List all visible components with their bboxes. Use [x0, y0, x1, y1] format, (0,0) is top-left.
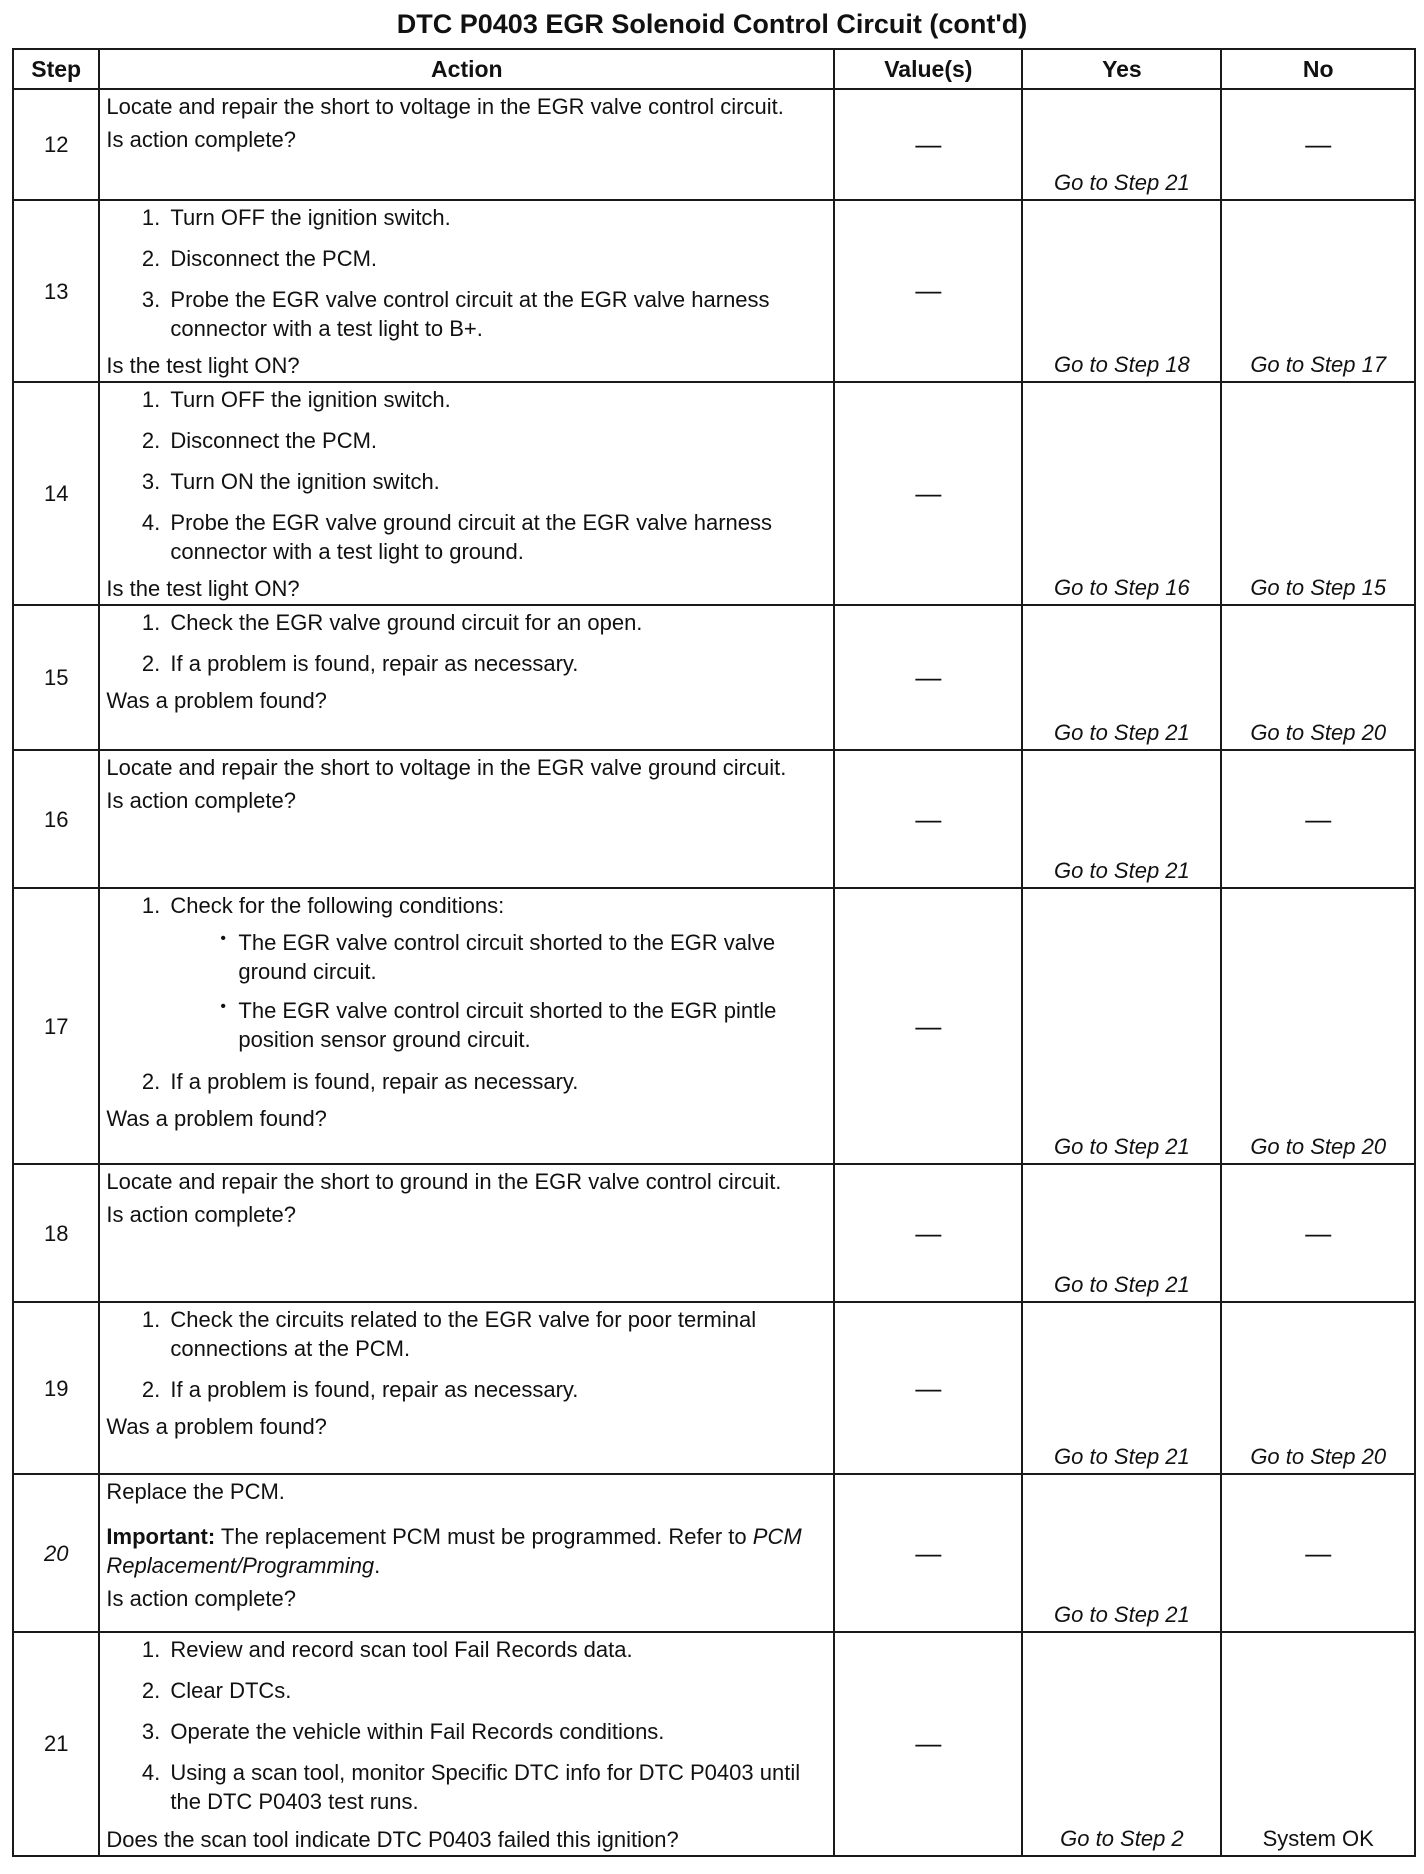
action-text: Replace the PCM. — [106, 1479, 285, 1505]
page-title: DTC P0403 EGR Solenoid Control Circuit (cont'd) — [396, 9, 1028, 39]
no-cell: — — [1221, 89, 1415, 200]
list-item: 3. Operate the vehicle within Fail Records conditions. — [166, 1717, 827, 1746]
action-cell — [99, 750, 834, 888]
yes-cell: Go to Step 21 — [1022, 888, 1221, 1164]
action-question: Was a problem found? — [106, 1105, 327, 1131]
important-label: Important: — [106, 1524, 216, 1550]
value-cell: — — [834, 605, 1022, 750]
action-cell — [99, 382, 834, 605]
action-cell — [99, 1632, 834, 1855]
table-row — [13, 200, 1415, 382]
action-cell — [99, 89, 834, 200]
step-number: 14 — [13, 382, 99, 605]
list-item-text: Check for the following conditions: — [170, 893, 505, 919]
list-item: 2. Disconnect the PCM. — [166, 244, 827, 273]
no-cell: Go to Step 15 — [1221, 382, 1415, 605]
important-text: The replacement PCM must be programmed. Refer to — [220, 1524, 747, 1550]
list-item: 3. Probe the EGR valve control circuit at the EGR valve harness connector with a test light to B+. — [166, 285, 827, 343]
table-row — [13, 888, 1415, 1164]
action-list — [106, 1635, 827, 1816]
important-reference: PCM Replacement/Programming — [106, 1524, 802, 1579]
value-cell: — — [834, 888, 1022, 1164]
no-cell: Go to Step 20 — [1221, 888, 1415, 1164]
step-number: 13 — [13, 200, 99, 382]
yes-cell: Go to Step 21 — [1022, 89, 1221, 200]
action-cell — [99, 1474, 834, 1632]
value-cell: — — [834, 1302, 1022, 1474]
step-number: 17 — [13, 888, 99, 1164]
list-item: 3. Turn ON the ignition switch. — [166, 467, 827, 496]
list-item: 1. Turn OFF the ignition switch. — [166, 385, 827, 414]
list-item: 2. Clear DTCs. — [166, 1676, 827, 1705]
list-item: 1. Check the EGR valve ground circuit for an open. — [166, 608, 827, 637]
value-cell: — — [834, 89, 1022, 200]
yes-cell: Go to Step 21 — [1022, 1302, 1221, 1474]
bullet-item: • The EGR valve control circuit shorted to the EGR pintle position sensor ground circuit. — [220, 996, 827, 1054]
table-row — [13, 1474, 1415, 1632]
header-action: Action — [99, 49, 834, 89]
action-cell — [99, 200, 834, 382]
value-cell: — — [834, 750, 1022, 888]
yes-cell: Go to Step 21 — [1022, 605, 1221, 750]
list-item: 2. If a problem is found, repair as necessary. — [166, 1067, 827, 1096]
list-item: 4. Using a scan tool, monitor Specific DTC info for DTC P0403 until the DTC P0403 test runs. — [166, 1758, 827, 1816]
yes-cell: Go to Step 18 — [1022, 200, 1221, 382]
action-list — [106, 608, 827, 678]
important-end: . — [374, 1553, 381, 1579]
header-step: Step — [13, 49, 99, 89]
step-number: 20 — [13, 1474, 99, 1632]
list-item: 1. Turn OFF the ignition switch. — [166, 203, 827, 232]
action-question: Is the test light ON? — [106, 353, 300, 379]
action-text: Locate and repair the short to voltage in the EGR valve ground circuit. — [106, 755, 787, 781]
value-cell: — — [834, 1632, 1022, 1855]
list-item: 1. Review and record scan tool Fail Records data. — [166, 1635, 827, 1664]
action-list — [106, 203, 827, 343]
step-number: 12 — [13, 89, 99, 200]
header-yes: Yes — [1022, 49, 1221, 89]
action-cell — [99, 1302, 834, 1474]
header-row — [13, 49, 1415, 89]
value-cell: — — [834, 382, 1022, 605]
action-question: Is action complete? — [106, 788, 296, 814]
action-cell — [99, 1164, 834, 1302]
step-number: 19 — [13, 1302, 99, 1474]
step-number: 16 — [13, 750, 99, 888]
table-row — [13, 605, 1415, 750]
action-question: Is the test light ON? — [106, 576, 300, 602]
action-list — [106, 385, 827, 566]
important-note — [106, 1522, 827, 1580]
value-cell: — — [834, 200, 1022, 382]
table-row — [13, 382, 1415, 605]
list-item: 2. Disconnect the PCM. — [166, 426, 827, 455]
list-item: 1. Check the circuits related to the EGR valve for poor terminal connections at the PCM. — [166, 1305, 827, 1363]
header-no: No — [1221, 49, 1415, 89]
table-row — [13, 1164, 1415, 1302]
yes-cell: Go to Step 21 — [1022, 1474, 1221, 1632]
list-item: 2. If a problem is found, repair as necessary. — [166, 649, 827, 678]
action-list — [106, 891, 827, 1095]
value-cell: — — [834, 1164, 1022, 1302]
action-question: Is action complete? — [106, 1202, 296, 1228]
bullet-list — [170, 928, 827, 1054]
table-row — [13, 750, 1415, 888]
no-cell: Go to Step 20 — [1221, 1302, 1415, 1474]
action-text: Locate and repair the short to ground in the EGR valve control circuit. — [106, 1169, 782, 1195]
table-row — [13, 1632, 1415, 1855]
step-number: 21 — [13, 1632, 99, 1855]
action-question: Does the scan tool indicate DTC P0403 failed this ignition? — [106, 1826, 679, 1852]
value-cell: — — [834, 1474, 1022, 1632]
yes-cell: Go to Step 21 — [1022, 750, 1221, 888]
table-row — [13, 1302, 1415, 1474]
step-number: 18 — [13, 1164, 99, 1302]
list-item: 4. Probe the EGR valve ground circuit at the EGR valve harness connector with a test light to ground. — [166, 508, 827, 566]
yes-cell: Go to Step 2 — [1022, 1632, 1221, 1855]
action-question: Was a problem found? — [106, 1414, 327, 1440]
action-list — [106, 1305, 827, 1404]
bullet-item: • The EGR valve control circuit shorted to the EGR valve ground circuit. — [220, 928, 827, 986]
no-cell: — — [1221, 750, 1415, 888]
action-text: Locate and repair the short to voltage in the EGR valve control circuit. — [106, 94, 784, 119]
no-cell: — — [1221, 1474, 1415, 1632]
action-cell — [99, 605, 834, 750]
yes-cell: Go to Step 21 — [1022, 1164, 1221, 1302]
list-item — [166, 891, 827, 1054]
step-number: 15 — [13, 605, 99, 750]
action-question: Is action complete? — [106, 127, 296, 153]
no-cell: — — [1221, 1164, 1415, 1302]
header-values: Value(s) — [834, 49, 1022, 89]
yes-cell: Go to Step 16 — [1022, 382, 1221, 605]
action-question: Is action complete? — [106, 1586, 296, 1612]
table-row — [13, 89, 1415, 200]
diagnostic-table — [12, 48, 1416, 1857]
no-cell: System OK — [1221, 1632, 1415, 1855]
action-cell — [99, 888, 834, 1164]
action-question: Was a problem found? — [106, 688, 327, 714]
list-item: 2. If a problem is found, repair as necessary. — [166, 1375, 827, 1404]
no-cell: Go to Step 20 — [1221, 605, 1415, 750]
no-cell: Go to Step 17 — [1221, 200, 1415, 382]
